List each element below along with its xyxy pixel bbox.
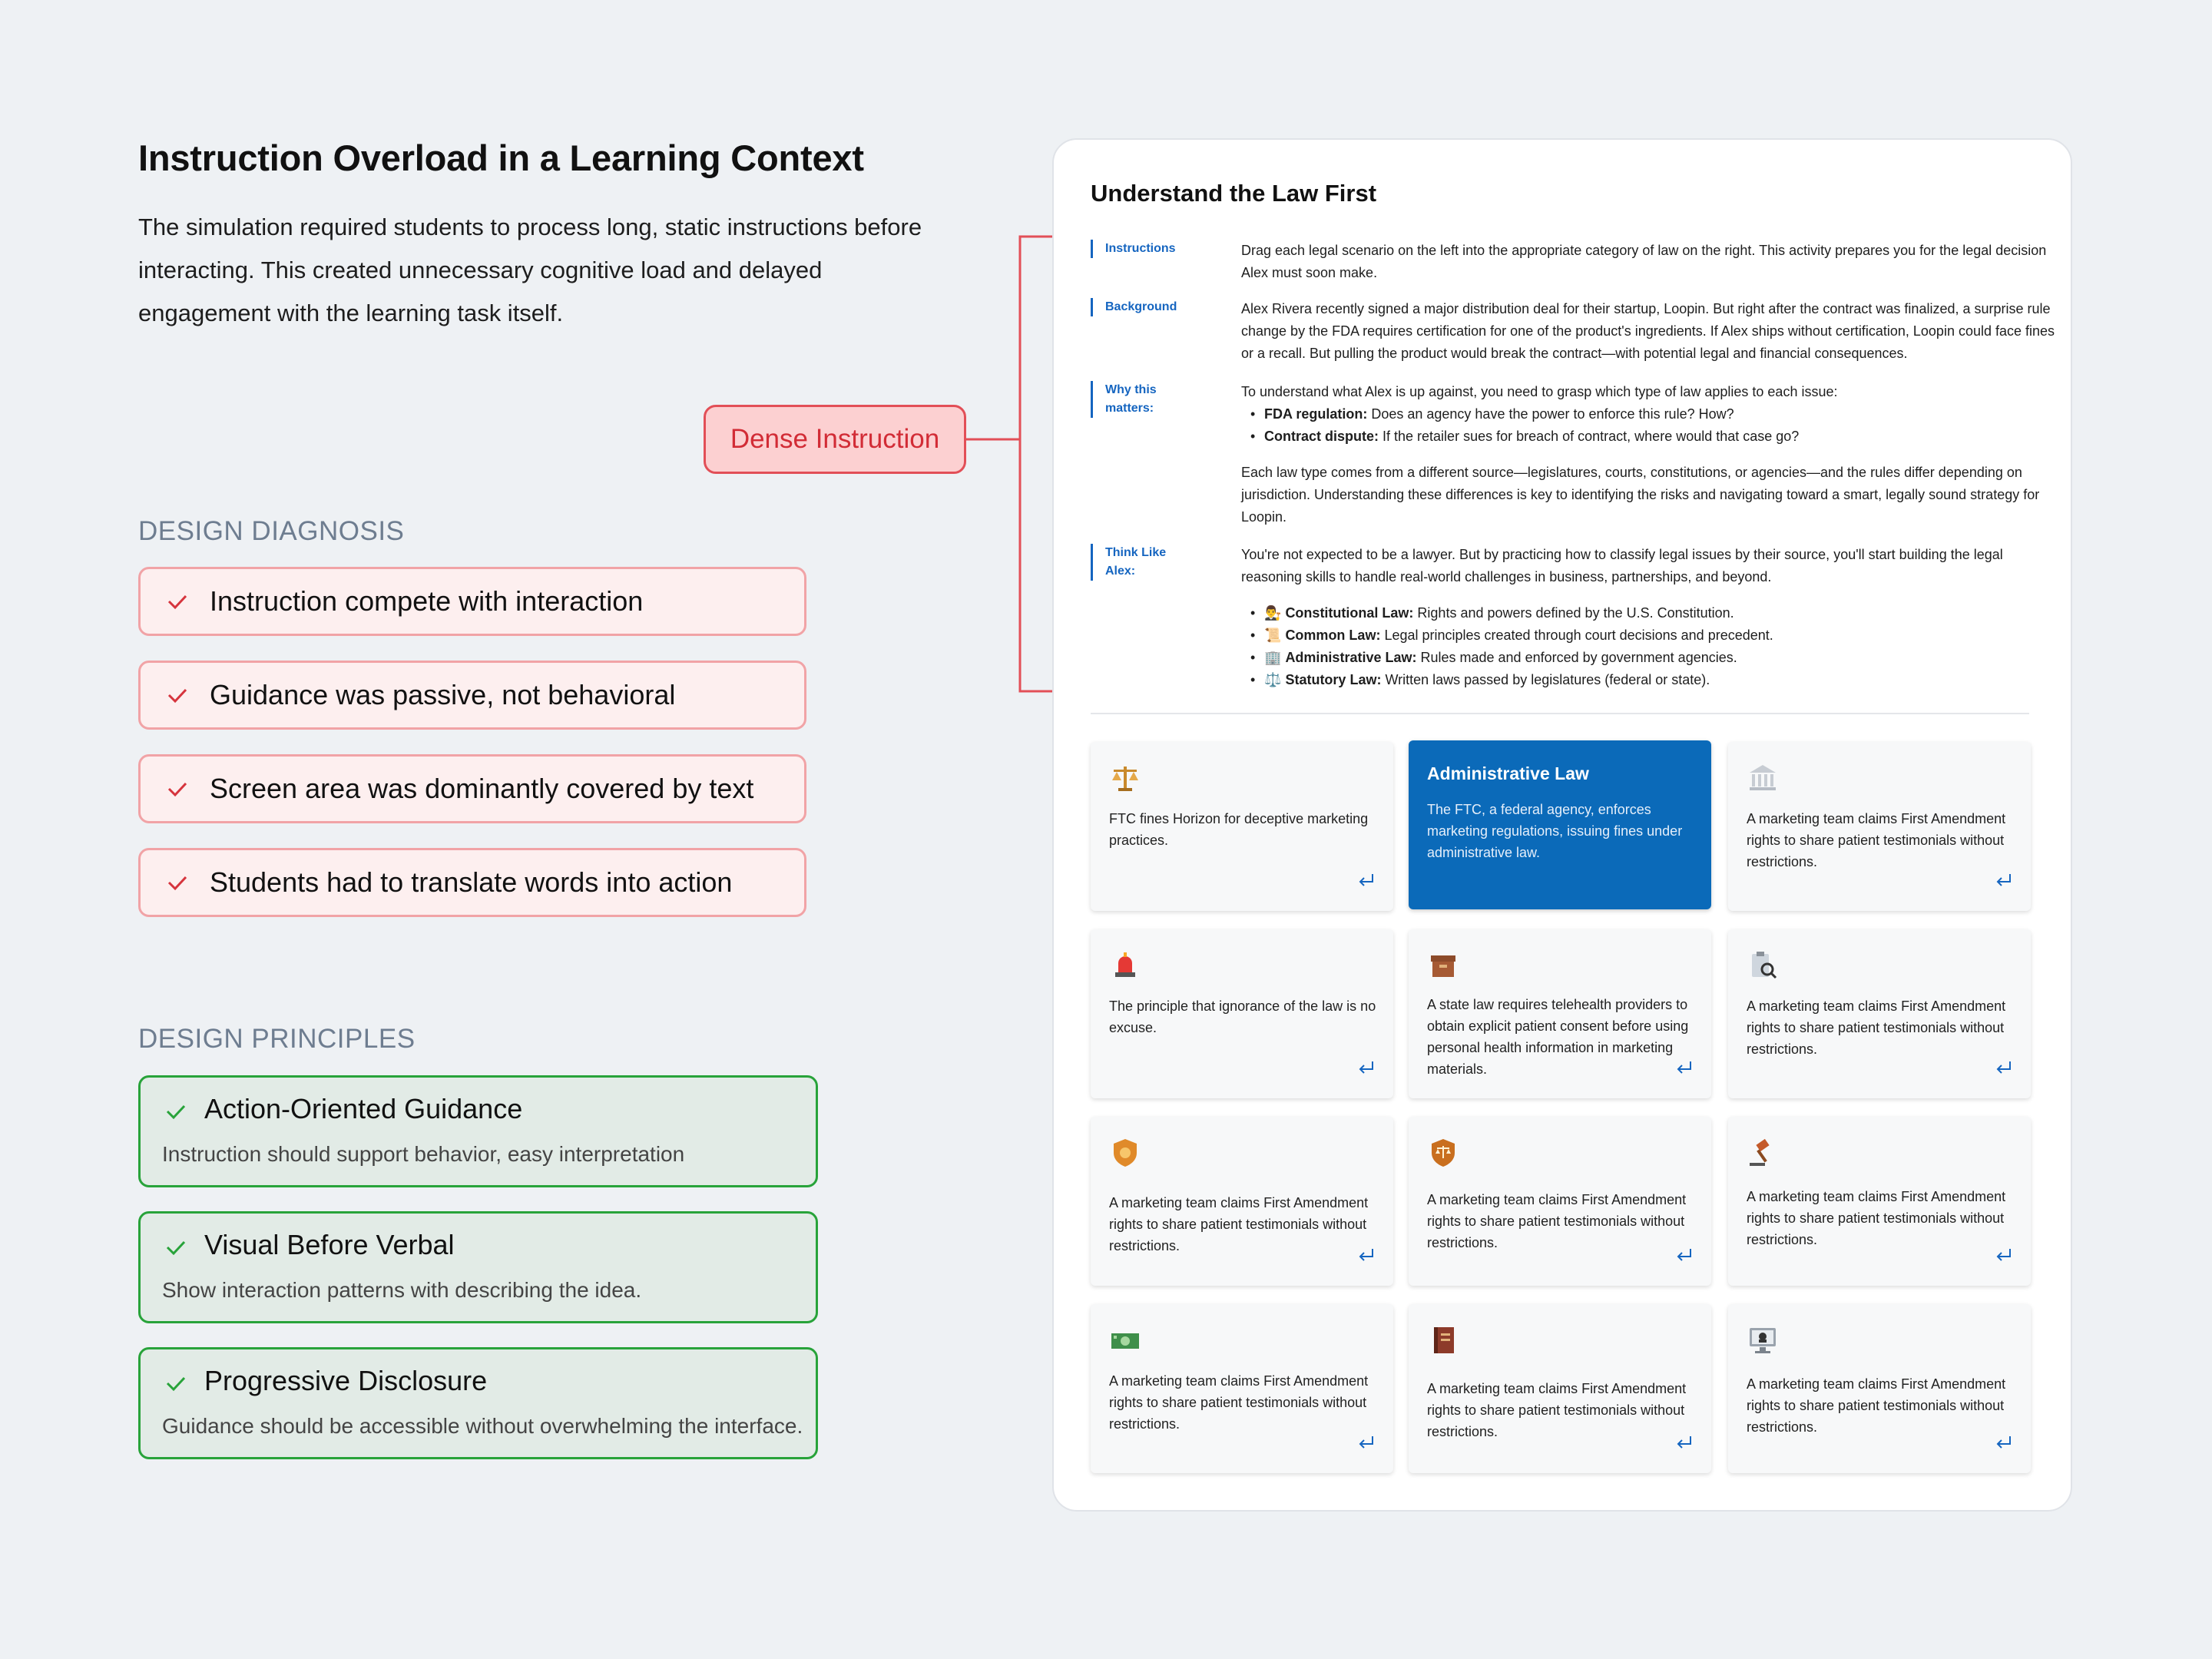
card-text: The principle that ignorance of the law is no excuse.: [1109, 998, 1376, 1035]
check-icon: [164, 1371, 188, 1396]
shield-scales-icon: [1427, 1137, 1459, 1169]
list-item: • 📜 Common Law: Legal principles created through court decisions and precedent.: [1241, 624, 2055, 647]
card-text: A marketing team claims First Amendment rights to share patient testimonials without restrictions.: [1427, 1192, 1687, 1250]
return-arrow-icon[interactable]: [1674, 1435, 1694, 1452]
check-icon: [165, 683, 190, 707]
scenario-card[interactable]: [1091, 742, 1393, 911]
return-arrow-icon[interactable]: [1356, 1060, 1376, 1077]
scenario-card[interactable]: [1409, 1117, 1711, 1286]
list-item: • 👨‍⚖️ Constitutional Law: Rights and powers defined by the U.S. Constitution.: [1241, 602, 2055, 624]
card-text: A marketing team claims First Amendment rights to share patient testimonials without restrictions.: [1747, 1376, 2006, 1435]
principle-title: Action-Oriented Guidance: [204, 1093, 523, 1124]
check-icon: [164, 1099, 188, 1124]
scenario-card[interactable]: [1409, 929, 1711, 1098]
card-text: A marketing team claims First Amendment rights to share patient testimonials without restrictions.: [1109, 1195, 1369, 1253]
gavel-icon: [1747, 1137, 1779, 1169]
law-book-icon: [1427, 1324, 1459, 1356]
card-text: A marketing team claims First Amendment rights to share patient testimonials without restrictions.: [1747, 811, 2006, 869]
scenario-card[interactable]: [1409, 1304, 1711, 1473]
principle-description: Show interaction patterns with describing the idea.: [162, 1278, 642, 1302]
return-arrow-icon[interactable]: [1356, 1435, 1376, 1452]
money-icon: [1109, 1324, 1141, 1356]
principle-title: Progressive Disclosure: [204, 1365, 488, 1396]
list-item: • ⚖️ Statutory Law: Written laws passed by legislatures (federal or state).: [1241, 669, 2055, 691]
list-item: • Contract dispute: If the retailer sues for breach of contract, where would that case go?: [1241, 426, 2055, 448]
dense-instruction-callout: [704, 405, 966, 474]
diagnosis-item: Instruction compete with interaction: [138, 567, 806, 636]
return-arrow-icon[interactable]: [1674, 1060, 1694, 1077]
scenario-card[interactable]: [1091, 1117, 1393, 1286]
scenario-card[interactable]: [1091, 929, 1393, 1098]
check-icon: [165, 870, 190, 895]
simulation-panel: [1052, 138, 2072, 1512]
check-icon: [165, 589, 190, 614]
diagnosis-item: Screen area was dominantly covered by text: [138, 754, 806, 823]
scenario-card-selected[interactable]: [1409, 740, 1711, 909]
principle-title: Visual Before Verbal: [204, 1229, 455, 1260]
card-text: A marketing team claims First Amendment rights to share patient testimonials without restrictions.: [1427, 1381, 1687, 1439]
callout-label: Dense Instruction: [730, 424, 940, 454]
principle-item: [138, 1075, 818, 1187]
design-diagnosis-heading: DESIGN DIAGNOSIS: [138, 516, 405, 546]
scenario-card[interactable]: [1091, 1304, 1393, 1473]
why-matters-label: Why this matters:: [1091, 381, 1183, 418]
diagnosis-item: Students had to translate words into action: [138, 848, 806, 917]
card-text: A marketing team claims First Amendment rights to share patient testimonials without restrictions.: [1747, 998, 2006, 1057]
scenario-card[interactable]: [1728, 742, 2031, 911]
check-icon: [164, 1235, 188, 1260]
siren-icon: [1109, 949, 1141, 982]
design-principles-heading: DESIGN PRINCIPLES: [138, 1024, 416, 1054]
think-like-alex-text: You're not expected to be a lawyer. But by practicing how to classify legal issues by their source, you'll start building the legal reasoning skills to handle real-world challenges in business, partnerships, and beyond. • 👨‍⚖️ Constitutional Law: Rights and powers defined by the U.S. Constitution. • 📜 Common Law: Legal principles created through court decisions and precedent. • 🏢 Administrative Law: Rules made and enforced by government agencies. • ⚖️ Statutory Law: Written laws passed by legislatures (federal or state).: [1241, 544, 2055, 691]
think-like-alex-label: Think Like Alex:: [1091, 544, 1183, 581]
why-matters-text: To understand what Alex is up against, you need to grasp which type of law applies to each issue: • FDA regulation: Does an agency have the power to enforce this rule? How? • Contract dispute: If the retailer sues for breach of contract, where would that case go? Each law type comes from a different source—legislatures, courts, constitutions, or agencies—and the rules differ depending on jurisdiction. Understanding these differences is key to identifying the risks and navigating toward a smart, legally sound strategy for Loopin.: [1241, 381, 2055, 528]
card-text: A state law requires telehealth providers to obtain explicit patient consent before using personal health information in marketing materials.: [1427, 997, 1689, 1077]
scales-icon: [1109, 762, 1141, 794]
hacker-monitor-icon: [1747, 1324, 1779, 1356]
return-arrow-icon[interactable]: [1674, 1247, 1694, 1264]
law-types-list: [1241, 602, 2055, 691]
principle-description: Guidance should be accessible without overwhelming the interface.: [162, 1414, 803, 1438]
clipboard-search-icon: [1747, 949, 1779, 982]
divider: [1091, 713, 2029, 714]
card-text: A marketing team claims First Amendment rights to share patient testimonials without restrictions.: [1747, 1189, 2006, 1247]
panel-title: Understand the Law First: [1091, 180, 1377, 207]
card-text: A marketing team claims First Amendment rights to share patient testimonials without restrictions.: [1109, 1373, 1369, 1432]
principle-description: Instruction should support behavior, easy interpretation: [162, 1142, 685, 1166]
archive-box-icon: [1427, 949, 1459, 982]
background-text: Alex Rivera recently signed a major distribution deal for their startup, Loopin. But right after the contract was finalized, a surprise rule change by the FDA requires certification for one of the product's ingredients. If Alex ships without certification, Loopin could face fines or a recall. But pulling the product would break the contract—with potential legal and financial consequences.: [1241, 301, 2055, 361]
return-arrow-icon[interactable]: [1356, 873, 1376, 889]
card-text: FTC fines Horizon for deceptive marketing practices.: [1109, 811, 1369, 848]
why-matters-list: [1241, 403, 2055, 448]
return-arrow-icon[interactable]: [1356, 1247, 1376, 1264]
principle-item: [138, 1347, 818, 1459]
background-label: Background: [1091, 298, 1183, 316]
instructions-text: Drag each legal scenario on the left into the appropriate category of law on the right. This activity prepares you for the legal decision Alex must soon make.: [1241, 243, 2047, 280]
card-category-heading: Administrative Law: [1427, 763, 1589, 783]
list-item: • 🏢 Administrative Law: Rules made and enforced by government agencies.: [1241, 647, 2055, 669]
instructions-label: Instructions: [1091, 240, 1183, 258]
principle-item: [138, 1211, 818, 1323]
return-arrow-icon[interactable]: [1994, 1060, 2014, 1077]
return-arrow-icon[interactable]: [1994, 1435, 2014, 1452]
card-text: The FTC, a federal agency, enforces marketing regulations, issuing fines under administrative law.: [1427, 802, 1683, 860]
scenario-card[interactable]: [1728, 1117, 2031, 1286]
scenario-card[interactable]: [1728, 929, 2031, 1098]
page-title: Instruction Overload in a Learning Context: [138, 137, 864, 178]
return-arrow-icon[interactable]: [1994, 1247, 2014, 1264]
list-item: • FDA regulation: Does an agency have the power to enforce this rule? How?: [1241, 403, 2055, 426]
diagnosis-item: Guidance was passive, not behavioral: [138, 661, 806, 730]
scenario-card[interactable]: [1728, 1304, 2031, 1473]
check-icon: [165, 777, 190, 801]
bank-icon: [1747, 762, 1779, 794]
police-badge-icon: [1109, 1137, 1141, 1169]
return-arrow-icon[interactable]: [1994, 873, 2014, 889]
intro-paragraph: The simulation required students to process long, static instructions before interacting. This created unnecessary cognitive load and delayed engagement with the learning task itself.: [138, 214, 922, 326]
